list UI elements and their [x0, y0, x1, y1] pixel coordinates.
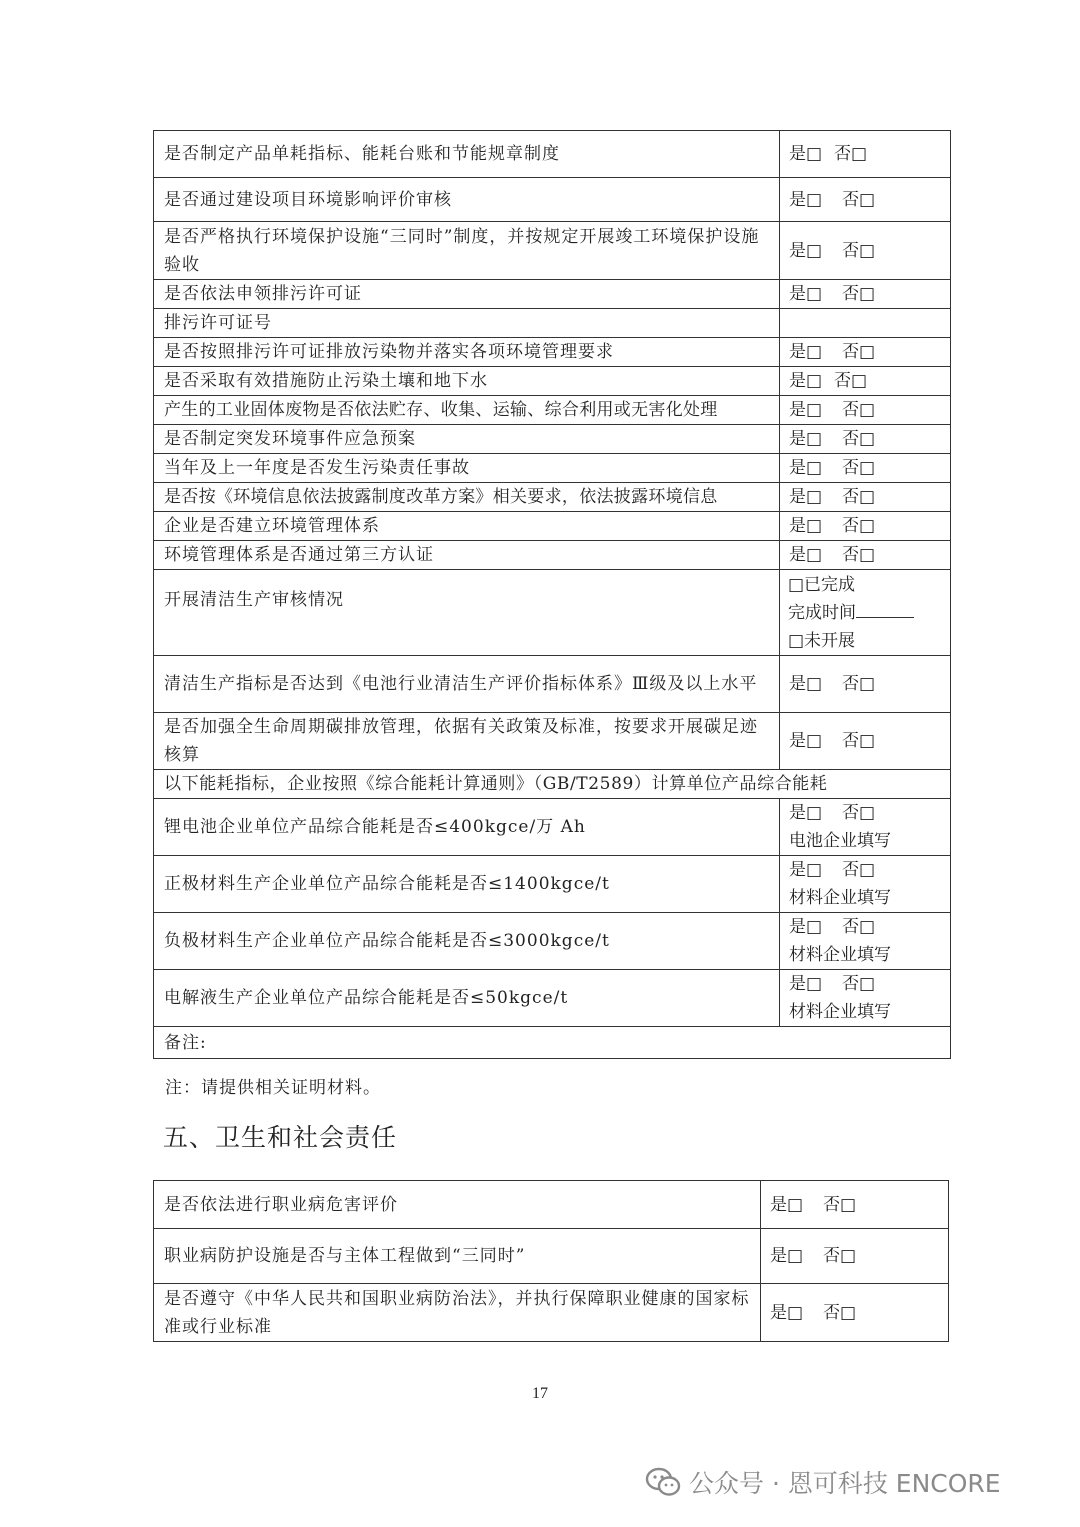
no-checkbox[interactable]: 否□ [842, 189, 876, 210]
no-checkbox[interactable]: 否□ [842, 674, 876, 694]
answer-cell[interactable] [761, 1284, 949, 1342]
yes-checkbox[interactable]: 是□ [789, 429, 823, 449]
yes-checkbox[interactable]: 是□ [789, 487, 823, 507]
no-checkbox[interactable]: 否□ [842, 342, 876, 362]
no-checkbox[interactable]: 否□ [842, 487, 876, 507]
answer-cell[interactable] [780, 280, 951, 309]
answer-cell[interactable] [780, 338, 951, 367]
question-cell: 排污许可证号 [154, 309, 780, 338]
table-row [154, 338, 951, 367]
answer-cell[interactable] [780, 483, 951, 512]
answer-cell[interactable] [780, 131, 951, 178]
table-row [154, 178, 951, 222]
answer-cell[interactable] [780, 222, 951, 280]
answer-cell[interactable] [780, 454, 951, 483]
watermark [645, 1464, 1001, 1500]
answer-cell[interactable] [780, 913, 951, 970]
no-checkbox[interactable]: 否□ [842, 803, 876, 823]
question-cell: 是否加强全生命周期碳排放管理，依据有关政策及标准，按要求开展碳足迹核算 [154, 713, 780, 770]
table-row [154, 1027, 951, 1059]
table-row [154, 713, 951, 770]
answer-cell[interactable] [780, 512, 951, 541]
yes-checkbox[interactable]: 是□ [789, 674, 823, 694]
table-row [154, 396, 951, 425]
completion-time-field[interactable] [788, 599, 940, 627]
no-checkbox[interactable]: 否□ [823, 1194, 857, 1215]
table-row [154, 483, 951, 512]
yes-checkbox[interactable]: 是□ [789, 545, 823, 565]
no-checkbox[interactable]: 否□ [842, 731, 876, 751]
table-row [154, 512, 951, 541]
no-checkbox[interactable]: 否□ [842, 545, 876, 565]
audit-status-cell[interactable] [780, 570, 951, 656]
table-row [154, 1284, 949, 1342]
no-checkbox[interactable]: 否□ [842, 400, 876, 420]
question-cell: 是否按照排污许可证排放污染物并落实各项环境管理要求 [154, 338, 780, 367]
table-row [154, 970, 951, 1027]
answer-cell[interactable] [780, 178, 951, 222]
yes-checkbox[interactable]: 是□ [770, 1194, 804, 1215]
no-checkbox[interactable]: 否□ [834, 371, 868, 391]
yes-checkbox[interactable]: 是□ [789, 342, 823, 362]
yes-checkbox[interactable]: 是□ [789, 516, 823, 536]
question-cell: 产生的工业固体废物是否依法贮存、收集、运输、综合利用或无害化处理 [154, 396, 780, 425]
yes-checkbox[interactable]: 是□ [770, 1302, 804, 1323]
footnote: 注：请提供相关证明材料。 [165, 1078, 381, 1098]
fill-note: 电池企业填写 [789, 831, 891, 851]
no-checkbox[interactable]: 否□ [842, 458, 876, 478]
table-row [154, 1229, 949, 1284]
yes-checkbox[interactable]: 是□ [789, 860, 823, 880]
table-row [154, 425, 951, 454]
answer-cell[interactable] [780, 541, 951, 570]
yes-checkbox[interactable]: 是□ [789, 400, 823, 420]
fill-note: 材料企业填写 [789, 1002, 891, 1022]
audit-done-checkbox[interactable]: □已完成 [788, 574, 856, 595]
health-responsibility-table [153, 1180, 949, 1342]
table-row [154, 280, 951, 309]
remarks-cell[interactable]: 备注: [154, 1027, 951, 1059]
question-cell: 负极材料生产企业单位产品综合能耗是否≤3000kgce/t [154, 913, 780, 970]
no-checkbox[interactable]: 否□ [842, 240, 876, 261]
table-row [154, 309, 951, 338]
answer-cell[interactable] [761, 1181, 949, 1229]
fill-note: 材料企业填写 [789, 888, 891, 908]
table-row [154, 656, 951, 713]
no-checkbox[interactable]: 否□ [842, 429, 876, 449]
question-cell: 是否采取有效措施防止污染土壤和地下水 [154, 367, 780, 396]
yes-checkbox[interactable]: 是□ [789, 144, 823, 164]
permit-number-field[interactable] [780, 309, 951, 338]
fill-note: 材料企业填写 [789, 945, 891, 965]
page-number: 17 [532, 1385, 548, 1402]
yes-checkbox[interactable]: 是□ [789, 731, 823, 751]
answer-cell[interactable] [780, 656, 951, 713]
question-cell: 是否通过建设项目环境影响评价审核 [154, 178, 780, 222]
yes-checkbox[interactable]: 是□ [789, 458, 823, 478]
yes-checkbox[interactable]: 是□ [789, 189, 823, 210]
question-cell: 是否依法进行职业病危害评价 [154, 1181, 761, 1229]
question-cell: 是否按《环境信息依法披露制度改革方案》相关要求，依法披露环境信息 [154, 483, 780, 512]
table-row [154, 913, 951, 970]
table-row [154, 856, 951, 913]
table-row [154, 799, 951, 856]
answer-cell[interactable] [780, 856, 951, 913]
yes-checkbox[interactable]: 是□ [770, 1246, 804, 1266]
table-row [154, 454, 951, 483]
yes-checkbox[interactable]: 是□ [789, 917, 823, 937]
yes-checkbox[interactable]: 是□ [789, 803, 823, 823]
question-cell: 电解液生产企业单位产品综合能耗是否≤50kgce/t [154, 970, 780, 1027]
question-cell: 企业是否建立环境管理体系 [154, 512, 780, 541]
question-cell: 是否制定突发环境事件应急预案 [154, 425, 780, 454]
question-cell: 当年及上一年度是否发生污染责任事故 [154, 454, 780, 483]
completion-time-blank[interactable] [856, 599, 914, 618]
watermark-text: 公众号 · 恩可科技 ENCORE [689, 1469, 1001, 1498]
no-checkbox[interactable]: 否□ [842, 284, 876, 304]
table-row [154, 222, 951, 280]
no-checkbox[interactable]: 否□ [842, 974, 876, 994]
yes-checkbox[interactable]: 是□ [789, 284, 823, 304]
table-row [154, 131, 951, 178]
yes-checkbox[interactable]: 是□ [789, 371, 823, 391]
question-cell: 开展清洁生产审核情况 [154, 570, 780, 656]
question-cell: 是否严格执行环境保护设施“三同时”制度，并按规定开展竣工环境保护设施验收 [154, 222, 780, 280]
question-cell: 是否制定产品单耗指标、能耗台账和节能规章制度 [154, 131, 780, 178]
no-checkbox[interactable]: 否□ [842, 917, 876, 937]
yes-checkbox[interactable]: 是□ [789, 974, 823, 994]
energy-header-cell: 以下能耗指标，企业按照《综合能耗计算通则》（GB/T2589）计算单位产品综合能耗 [154, 770, 951, 799]
yes-checkbox[interactable]: 是□ [789, 240, 823, 261]
question-cell: 环境管理体系是否通过第三方认证 [154, 541, 780, 570]
table-row [154, 570, 951, 656]
question-cell: 清洁生产指标是否达到《电池行业清洁生产评价指标体系》Ⅲ级及以上水平 [154, 656, 780, 713]
no-checkbox[interactable]: 否□ [823, 1246, 857, 1266]
completion-time-label: 完成时间 [788, 602, 856, 623]
answer-cell[interactable] [780, 425, 951, 454]
table-row [154, 1181, 949, 1229]
answer-cell[interactable] [780, 799, 951, 856]
answer-cell[interactable] [780, 970, 951, 1027]
compliance-table [153, 130, 951, 1059]
question-cell: 锂电池企业单位产品综合能耗是否≤400kgce/万 Ah [154, 799, 780, 856]
question-cell: 是否依法申领排污许可证 [154, 280, 780, 309]
answer-cell[interactable] [780, 367, 951, 396]
answer-cell[interactable] [780, 396, 951, 425]
no-checkbox[interactable]: 否□ [842, 516, 876, 536]
question-cell: 正极材料生产企业单位产品综合能耗是否≤1400kgce/t [154, 856, 780, 913]
answer-cell[interactable] [761, 1229, 949, 1284]
no-checkbox[interactable]: 否□ [834, 144, 868, 164]
no-checkbox[interactable]: 否□ [842, 860, 876, 880]
question-cell: 是否遵守《中华人民共和国职业病防治法》，并执行保障职业健康的国家标准或行业标准 [154, 1284, 761, 1342]
section-title: 五、卫生和社会责任 [163, 1123, 398, 1152]
table-row [154, 367, 951, 396]
audit-not-started-checkbox[interactable]: □未开展 [788, 630, 856, 651]
table-row [154, 541, 951, 570]
answer-cell[interactable] [780, 713, 951, 770]
table-row [154, 770, 951, 799]
no-checkbox[interactable]: 否□ [823, 1302, 857, 1323]
wechat-icon [645, 1466, 681, 1498]
question-cell: 职业病防护设施是否与主体工程做到“三同时” [154, 1229, 761, 1284]
